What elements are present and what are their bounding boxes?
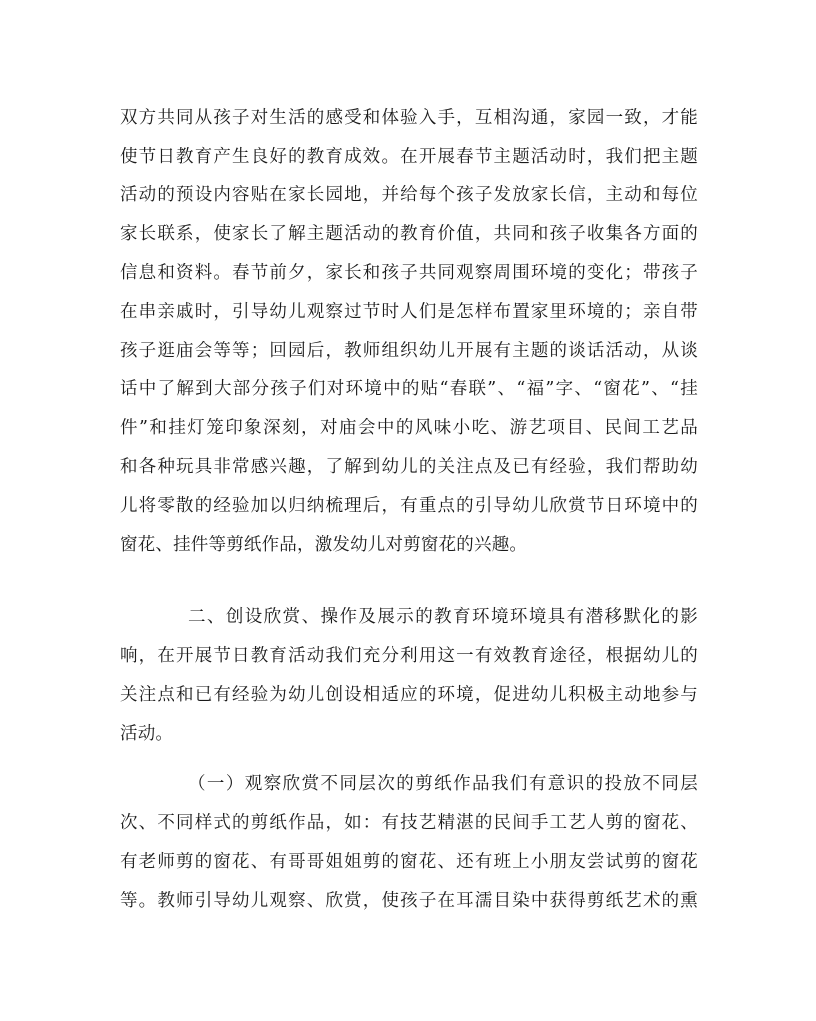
- text-line: 话中了解到大部分孩子们对环境中的贴“春联”、“福”字、“窗花”、“挂: [120, 379, 698, 399]
- text-line: 在串亲戚时，引导幼儿观察过节时人们是怎样布置家里环境的；亲自带: [120, 302, 698, 322]
- text-line: 窗花、挂件等剪纸作品，激发幼儿对剪窗花的兴趣。: [120, 535, 528, 555]
- text-line: 使节日教育产生良好的教育成效。在开展春节主题活动时，我们把主题: [120, 147, 698, 167]
- text-line: 有老师剪的窗花、有哥哥姐姐剪的窗花、还有班上小朋友尝试剪的窗花: [120, 852, 698, 872]
- section-heading-line: 二、创设欣赏、操作及展示的教育环境环境具有潜移默化的影: [188, 607, 698, 627]
- text-line: 等。教师引导幼儿观察、欣赏，使孩子在耳濡目染中获得剪纸艺术的熏: [120, 891, 698, 911]
- text-line: 孩子逛庙会等等；回园后，教师组织幼儿开展有主题的谈话活动，从谈: [120, 341, 698, 361]
- text-line: 关注点和已有经验为幼儿创设相适应的环境，促进幼儿积极主动地参与: [120, 685, 698, 705]
- text-line: 响，在开展节日教育活动我们充分利用这一有效教育途径，根据幼儿的: [120, 646, 698, 666]
- subsection-heading-line: （一）观察欣赏不同层次的剪纸作品我们有意识的投放不同层: [188, 774, 698, 794]
- text-line: 双方共同从孩子对生活的感受和体验入手，互相沟通，家园一致，才能: [120, 108, 698, 128]
- text-line: 和各种玩具非常感兴趣，了解到幼儿的关注点及已有经验，我们帮助幼: [120, 457, 698, 477]
- text-line: 家长联系，使家长了解主题活动的教育价值，共同和孩子收集各方面的: [120, 224, 698, 244]
- text-line: 活动的预设内容贴在家长园地，并给每个孩子发放家长信，主动和每位: [120, 185, 698, 205]
- text-line: 信息和资料。春节前夕，家长和孩子共同观察周围环境的变化；带孩子: [120, 263, 698, 283]
- text-line: 儿将零散的经验加以归纳梳理后，有重点的引导幼儿欣赏节日环境中的: [120, 496, 698, 516]
- text-line: 次、不同样式的剪纸作品，如：有技艺精湛的民间手工艺人剪的窗花、: [120, 813, 698, 833]
- text-line: 活动。: [120, 724, 174, 744]
- text-line: 件”和挂灯笼印象深刻，对庙会中的风味小吃、游艺项目、民间工艺品: [120, 418, 698, 438]
